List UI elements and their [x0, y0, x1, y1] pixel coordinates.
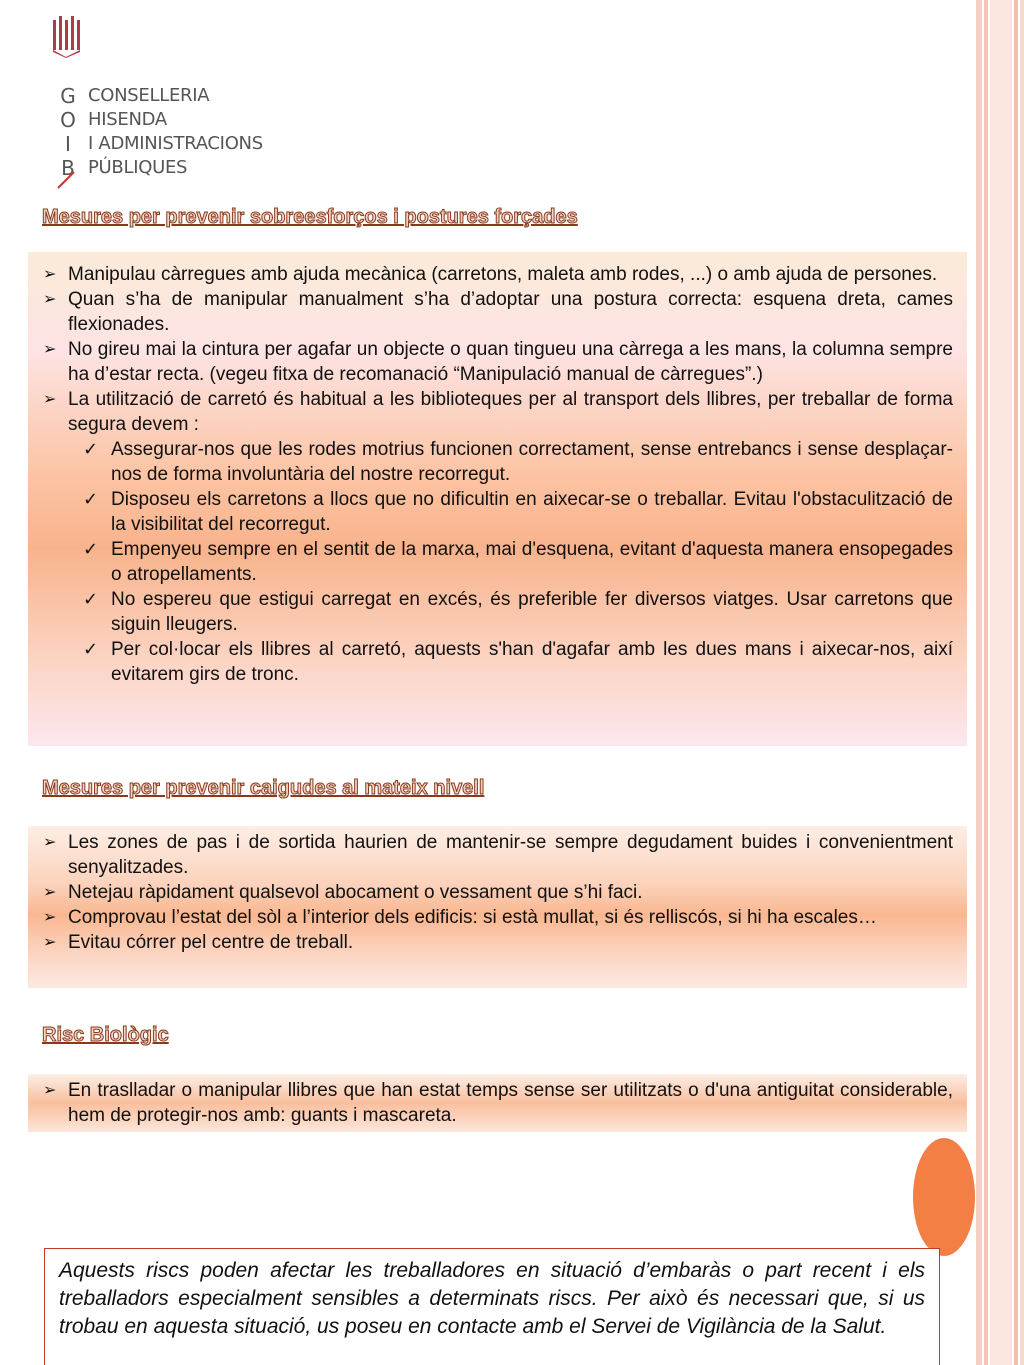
sub-list-container [43, 437, 953, 687]
list-item: ➢ Quan s’ha de manipular manualment s’ha d’adoptar una postura correcta: esquena dreta, cames flexionades. [43, 287, 953, 337]
bullet-list [43, 826, 953, 955]
stripe [990, 0, 1012, 1365]
check-list-item: ✓ No espereu que estigui carregat en excés, és preferible fer diversos viatges. Usar carretons que siguin lleugers. [43, 587, 953, 637]
stripe [1014, 0, 1018, 1365]
list-item: ➢ Netejau ràpidament qualsevol abocament o vessament que s’hi faci. [43, 880, 953, 905]
warning-note: Aquests riscs poden afectar les treballadores en situació d’embaràs o part recent i els treballadors especialment sensibles a determinats riscs. Per això és necessari que, si us trobau en aquesta situació, us poseu en contacte amb el Servei de Vigilància de la Salut. [44, 1248, 940, 1365]
section-box-sobreesforcos [28, 252, 967, 746]
logo-slash-icon [56, 170, 76, 190]
section-title-risc-biologic: Risc Biològic [42, 1024, 169, 1046]
emblem-icon [52, 14, 82, 58]
list-item: ➢ En traslladar o manipular llibres que han estat temps sense ser utilitzats o d'una antiguitat considerable, hem de protegir-nos amb: guants i mascareta. [43, 1078, 953, 1128]
decorative-stripes [976, 0, 1024, 1365]
check-list-item: ✓ Assegurar-nos que les rodes motrius funcionen correctament, sense entrebancs i sense desplaçar-nos de forma involuntària del nostre recorregut. [43, 437, 953, 487]
check-list-item: ✓ Disposeu els carretons a llocs que no dificultin en aixecar-se o treballar. Evitau l'obstaculització de la visibilitat del recorregut. [43, 487, 953, 537]
section-title-sobreesforcos: Mesures per prevenir sobreesforços i postures forçades [42, 206, 578, 228]
list-item: ➢ Manipulau càrregues amb ajuda mecànica (carretons, maleta amb rodes, ...) o amb ajuda de persones. [43, 262, 953, 287]
logo-letter: O [60, 108, 76, 132]
logo-word: HISENDA [88, 109, 167, 130]
list-item: ➢ La utilització de carretó és habitual a les biblioteques per al transport dels llibres, per treballar de forma segura devem : [43, 387, 953, 437]
logo-word: PÚBLIQUES [88, 157, 188, 178]
stripe [976, 0, 982, 1365]
section-box-caigudes [28, 826, 967, 988]
list-item: ➢ Les zones de pas i de sortida haurien de mantenir-se sempre degudament buides i convenientment senyalitzades. [43, 830, 953, 880]
logo-letter: I [65, 132, 71, 156]
section-box-risc-biologic [28, 1074, 967, 1132]
bullet-list [43, 252, 953, 687]
stripe [1020, 0, 1024, 1365]
section-title-caigudes: Mesures per prevenir caigudes al mateix nivell [42, 777, 485, 799]
logo-letter: B [61, 156, 75, 180]
list-item: ➢ Evitau córrer pel centre de treball. [43, 930, 953, 955]
logo-letter: G [60, 84, 76, 108]
decorative-circle [913, 1138, 975, 1256]
check-list [43, 437, 953, 687]
list-item: ➢ Comprovau l’estat del sòl a l’interior dels edificis: si està mullat, si és relliscós, si hi ha escales… [43, 905, 953, 930]
bullet-list [43, 1074, 953, 1128]
goib-logo [52, 14, 292, 189]
check-list-item: ✓ Per col·locar els llibres al carretó, aquests s'han d'agafar amb les dues mans i aixecar-nos, així evitarem girs de tronc. [43, 637, 953, 687]
logo-word: I ADMINISTRACIONS [88, 133, 263, 154]
logo-letters [56, 84, 80, 180]
check-list-item: ✓ Empenyeu sempre en el sentit de la marxa, mai d'esquena, evitant d'aquesta manera ensopegades o atropellaments. [43, 537, 953, 587]
list-item: ➢ No gireu mai la cintura per agafar un objecte o quan tingueu una càrrega a les mans, la columna sempre ha d’estar recta. (vegeu fitxa de recomanació “Manipulació manual de càrregues”.) [43, 337, 953, 387]
stripe [984, 0, 988, 1365]
logo-word: CONSELLERIA [88, 85, 210, 106]
logo-words [88, 84, 263, 180]
